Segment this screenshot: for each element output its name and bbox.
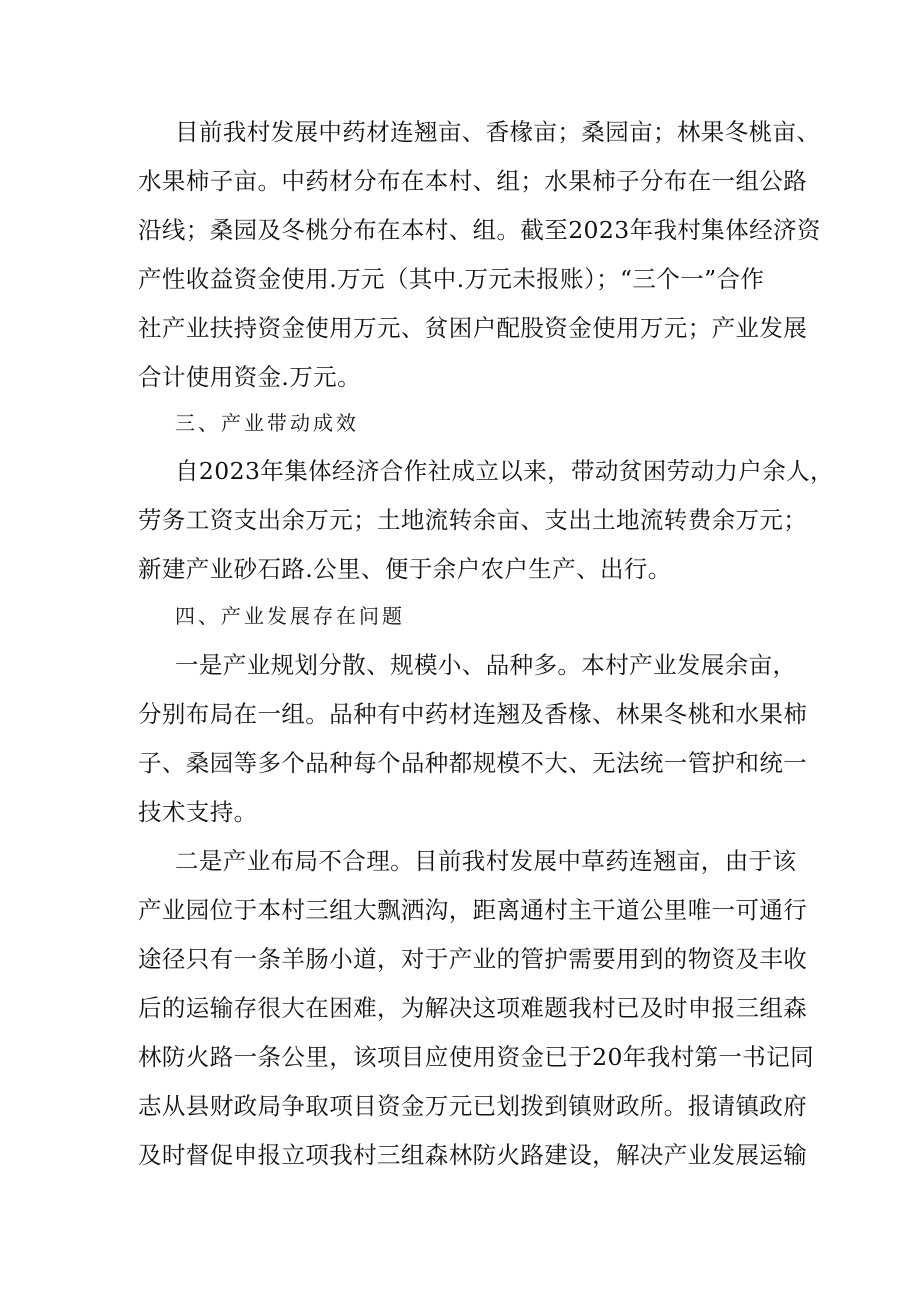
paragraph-2-line-2: 劳务工资支出余万元；土地流转余亩、支出土地流转费余万元； [138, 506, 808, 534]
paragraph-4-line-5: 林防火路一条公里，该项目应使用资金已于20年我村第一书记同 [138, 1043, 815, 1071]
paragraph-4-line-7: 及时督促申报立项我村三组森林防火路建设，解决产业发展运输 [138, 1141, 808, 1169]
paragraph-1-line-6: 合计使用资金.万元。 [138, 363, 361, 391]
paragraph-3-line-3: 子、桑园等多个品种每个品种都规模不大、无法统一管护和统一 [138, 749, 808, 777]
paragraph-4-line-2: 产业园位于本村三组大飘洒沟，距离通村主干道公里唯一可通行 [138, 896, 808, 924]
section-heading-4: 四、产业发展存在问题 [175, 604, 405, 628]
paragraph-2-line-3: 新建产业砂石路.公里、便于余户农户生产、出行。 [138, 555, 672, 583]
paragraph-2-line-1: 自2023年集体经济合作社成立以来，带动贫困劳动力户余人， [175, 457, 834, 485]
section-heading-3: 三、产业带动成效 [175, 411, 359, 435]
paragraph-1-line-5: 社产业扶持资金使用万元、贫困户配股资金使用万元；产业发展 [138, 314, 808, 342]
paragraph-4-line-4: 后的运输存很大在困难，为解决这项难题我村已及时申报三组森 [138, 994, 808, 1022]
paragraph-4-line-1: 二是产业布局不合理。目前我村发展中草药连翘亩，由于该 [175, 847, 797, 875]
paragraph-4-line-6: 志从县财政局争取项目资金万元已划拨到镇财政所。报请镇政府 [138, 1092, 808, 1120]
paragraph-3-line-2: 分别布局在一组。品种有中药材连翘及香椽、林果冬桃和水果柿 [138, 700, 808, 728]
paragraph-1-line-4: 产性收益资金使用.万元（其中.万元未报账）；“三个一”合作 [138, 265, 765, 293]
paragraph-3-line-1: 一是产业规划分散、规模小、品种多。本村产业发展余亩， [175, 651, 797, 679]
paragraph-3-line-4: 技术支持。 [138, 798, 258, 826]
paragraph-1-line-2: 水果柿子亩。中药材分布在本村、组；水果柿子分布在一组公路 [138, 167, 808, 195]
paragraph-1-line-3: 沿线；桑园及冬桃分布在本村、组。截至2023年我村集体经济资 [138, 216, 821, 244]
paragraph-1-line-1: 目前我村发展中药材连翘亩、香椽亩；桑园亩；林果冬桃亩、 [175, 118, 821, 146]
paragraph-4-line-3: 途径只有一条羊肠小道，对于产业的管护需要用到的物资及丰收 [138, 945, 808, 973]
